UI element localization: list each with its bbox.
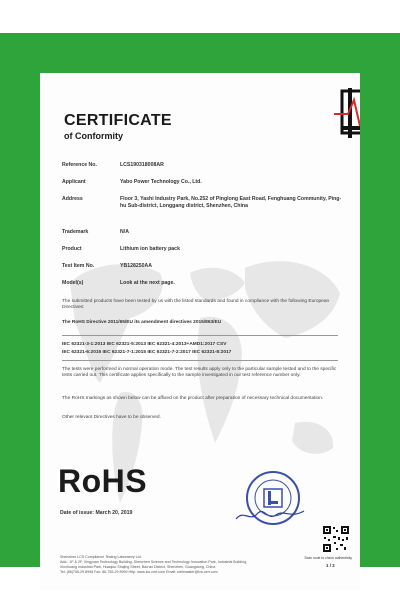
certificate-frame <box>0 33 400 574</box>
field-value: Yabo Power Technology Co., Ltd. <box>120 179 202 185</box>
field-label: Trademark <box>62 229 89 235</box>
field-label: Applicant <box>62 179 86 185</box>
field-value: Lithium ion battery pack <box>120 246 180 252</box>
other-directives-note: Other relevant Directives have to be observed. <box>62 415 161 420</box>
compliance-statement: The submitted products have been tested by us with the listed standards and found in compliance with the following European Directives: <box>62 299 330 311</box>
standards-list <box>62 341 338 356</box>
issue-date: Date of issue: March 20, 2019 <box>60 510 133 516</box>
footer-line: Add.: 1F & 2F, Xingyuan Technology Building, Shenzhen Science and Technology Innovation Park, Industrial Building, <box>60 560 248 564</box>
test-note: The tests were performed in normal operation mode. The test results apply only to the particular sample tested and to the specific tests carried out. This certificate applies specifically to the sample investigated in our test reference number only. <box>62 367 337 379</box>
field-label: Model(s) <box>62 280 84 286</box>
field-label: Reference No. <box>62 162 97 168</box>
field-value: Look at the next page. <box>120 280 175 286</box>
certificate-subtitle: of Conformity <box>64 131 123 141</box>
field-value: Floor 3, Yashi Industry Park, No.252 of Pinglong East Road, Fenghuang Community, Ping-hu Sub-district, Longgang district, Shenzhen, China <box>120 196 342 209</box>
rohs-mark: RoHS <box>58 463 148 499</box>
divider <box>62 360 338 361</box>
footer-line: Tel: (86)755-29 8998 Fax: 86-755-29 8999 Http: www.lcs-cert.com Email: webmaster@lcs-cert.com <box>60 570 218 574</box>
field-value: YB128250AA <box>120 263 153 269</box>
field-label: Test Item No. <box>62 263 95 269</box>
footer-line: Shenzhen LCS Compliance Testing Laboratory Ltd. <box>60 555 142 559</box>
lcs-logo: S <box>334 86 360 144</box>
certificate-paper <box>40 73 371 590</box>
lab-footer <box>60 555 305 575</box>
qr-caption: Scan code to check authenticity <box>304 556 352 560</box>
certificate-title: CERTIFICATE <box>64 112 172 129</box>
standards-line: IEC 62321-3-1:2013 IEC 62321-5:2013 IEC 62321-4:2013+AMD1:2017 CSV <box>62 342 227 347</box>
field-label: Product <box>62 246 82 252</box>
field-label: Address <box>62 196 83 202</box>
marking-note: The RoHS markings as shown below can be affixed on the product after preparation of necessary technical documentation. <box>62 396 324 401</box>
standards-line: IEC 62321-6:2015 IEC 62321-7-1:2015 IEC 62321-7-2:2017 IEC 62321-8:2017 <box>62 349 232 355</box>
field-value: LCS190318008AR <box>120 162 164 168</box>
signature <box>234 505 306 525</box>
qr-code <box>322 525 350 553</box>
page-number: 1 / 2 <box>326 563 335 568</box>
footer-line: Xinzhuang Industrial Park, Huaqiao Shajing Street, Bao'an District, Shenzhen, Guangdong, China <box>60 565 216 569</box>
rohs-directive: The RoHS Directive 2011/65/EU its amendment directives 2015/863/EU <box>62 320 222 325</box>
divider <box>62 335 338 336</box>
field-value: N/A <box>120 229 129 235</box>
